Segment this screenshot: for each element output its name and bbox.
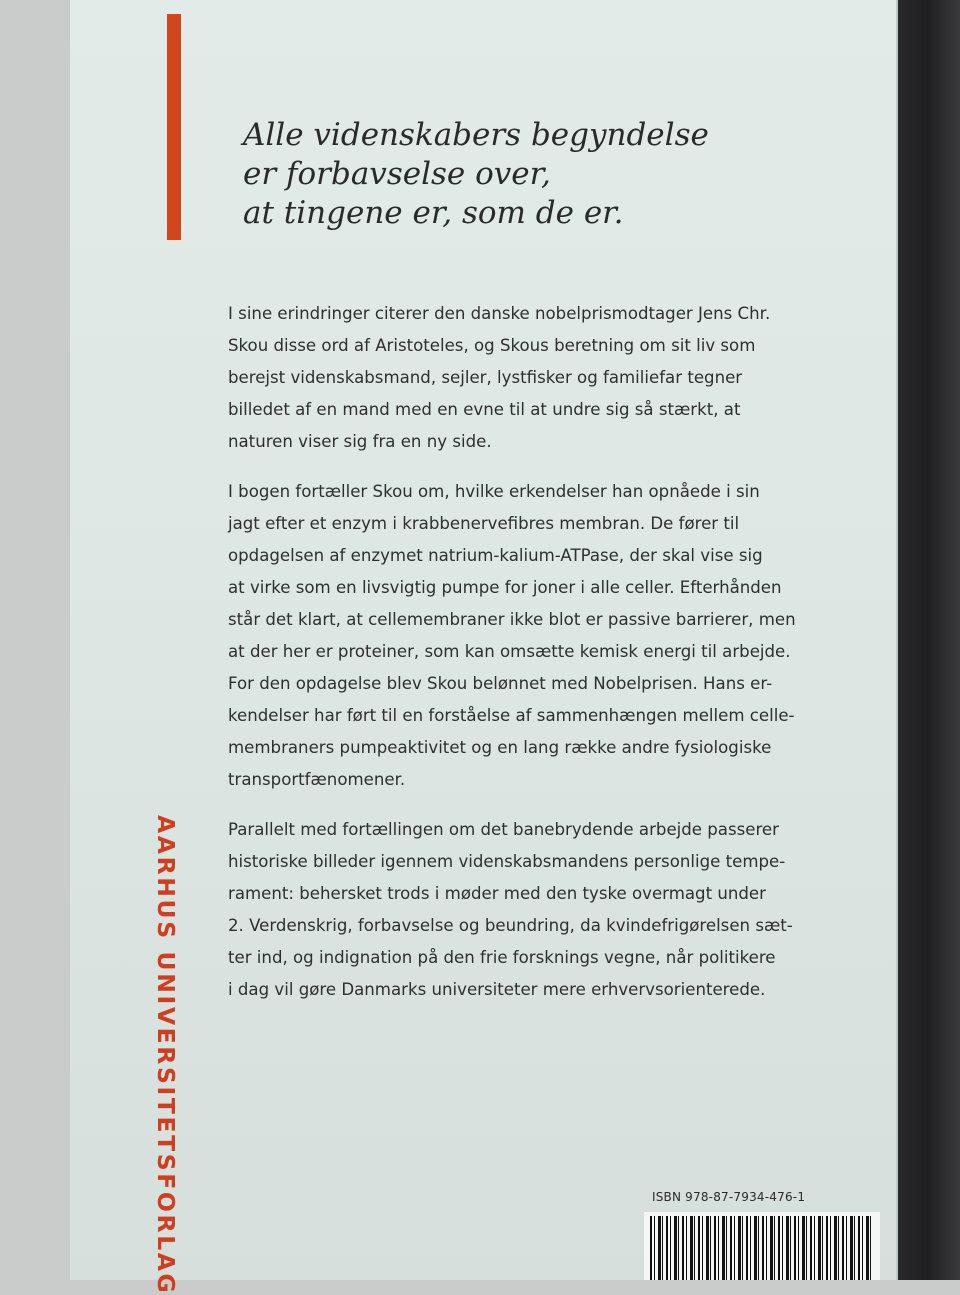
paragraph-1 xyxy=(228,298,828,458)
quote-line: at tingene er, som de er. xyxy=(243,195,624,231)
text-line: i dag vil gøre Danmarks universiteter mere erhvervsorienterede. xyxy=(228,980,766,999)
blurb-text xyxy=(228,298,828,1024)
text-line: I sine erindringer citerer den danske nobelprismodtager Jens Chr. xyxy=(228,304,771,323)
text-line: For den opdagelse blev Skou belønnet med Nobelprisen. Hans er- xyxy=(228,674,773,693)
quote-line: Alle videnskabers begyndelse xyxy=(243,117,709,153)
text-line: rament: behersket trods i møder med den tyske overmagt under xyxy=(228,884,766,903)
text-line: Skou disse ord af Aristoteles, og Skous beretning om sit liv som xyxy=(228,336,756,355)
accent-bar xyxy=(167,14,181,240)
text-line: membraners pumpeaktivitet og en lang række andre fysiologiske xyxy=(228,738,772,757)
aristotle-quote xyxy=(243,116,803,233)
text-line: transportfænomener. xyxy=(228,770,406,789)
barcode-area xyxy=(644,1212,880,1280)
text-line: historiske billeder igennem videnskabsmandens personlige tempe- xyxy=(228,852,786,871)
isbn-number: ISBN 978-87-7934-476-1 xyxy=(652,1190,806,1204)
text-line: berejst videnskabsmand, sejler, lystfisker og familiefar tegner xyxy=(228,368,743,387)
text-line: står det klart, at cellemembraner ikke blot er passive barrierer, men xyxy=(228,610,796,629)
text-line: kendelser har ført til en forståelse af sammenhængen mellem celle- xyxy=(228,706,795,725)
paragraph-2 xyxy=(228,476,828,796)
text-line: jagt efter et enzym i krabbenervefibres membran. De fører til xyxy=(228,514,740,533)
paragraph-3 xyxy=(228,814,828,1006)
text-line: opdagelsen af enzymet natrium-kalium-ATPase, der skal vise sig xyxy=(228,546,763,565)
barcode-icon xyxy=(650,1216,874,1280)
text-line: at der her er proteiner, som kan omsætte kemisk energi til arbejde. xyxy=(228,642,791,661)
publisher-name: AARHUS UNIVERSITETSFORLAG xyxy=(152,815,180,1295)
text-line: at virke som en livsvigtig pumpe for joner i alle celler. Efterhånden xyxy=(228,578,782,597)
text-line: Parallelt med fortællingen om det banebrydende arbejde passerer xyxy=(228,820,779,839)
text-line: ter ind, og indignation på den frie forsknings vegne, når politikere xyxy=(228,948,776,967)
text-line: I bogen fortæller Skou om, hvilke erkendelser han opnåede i sin xyxy=(228,482,760,501)
text-line: naturen viser sig fra en ny side. xyxy=(228,432,492,451)
quote-line: er forbavselse over, xyxy=(243,156,551,192)
text-line: 2. Verdenskrig, forbavselse og beundring, da kvindefrigørelsen sæt- xyxy=(228,916,793,935)
text-line: billedet af en mand med en evne til at undre sig så stærkt, at xyxy=(228,400,741,419)
